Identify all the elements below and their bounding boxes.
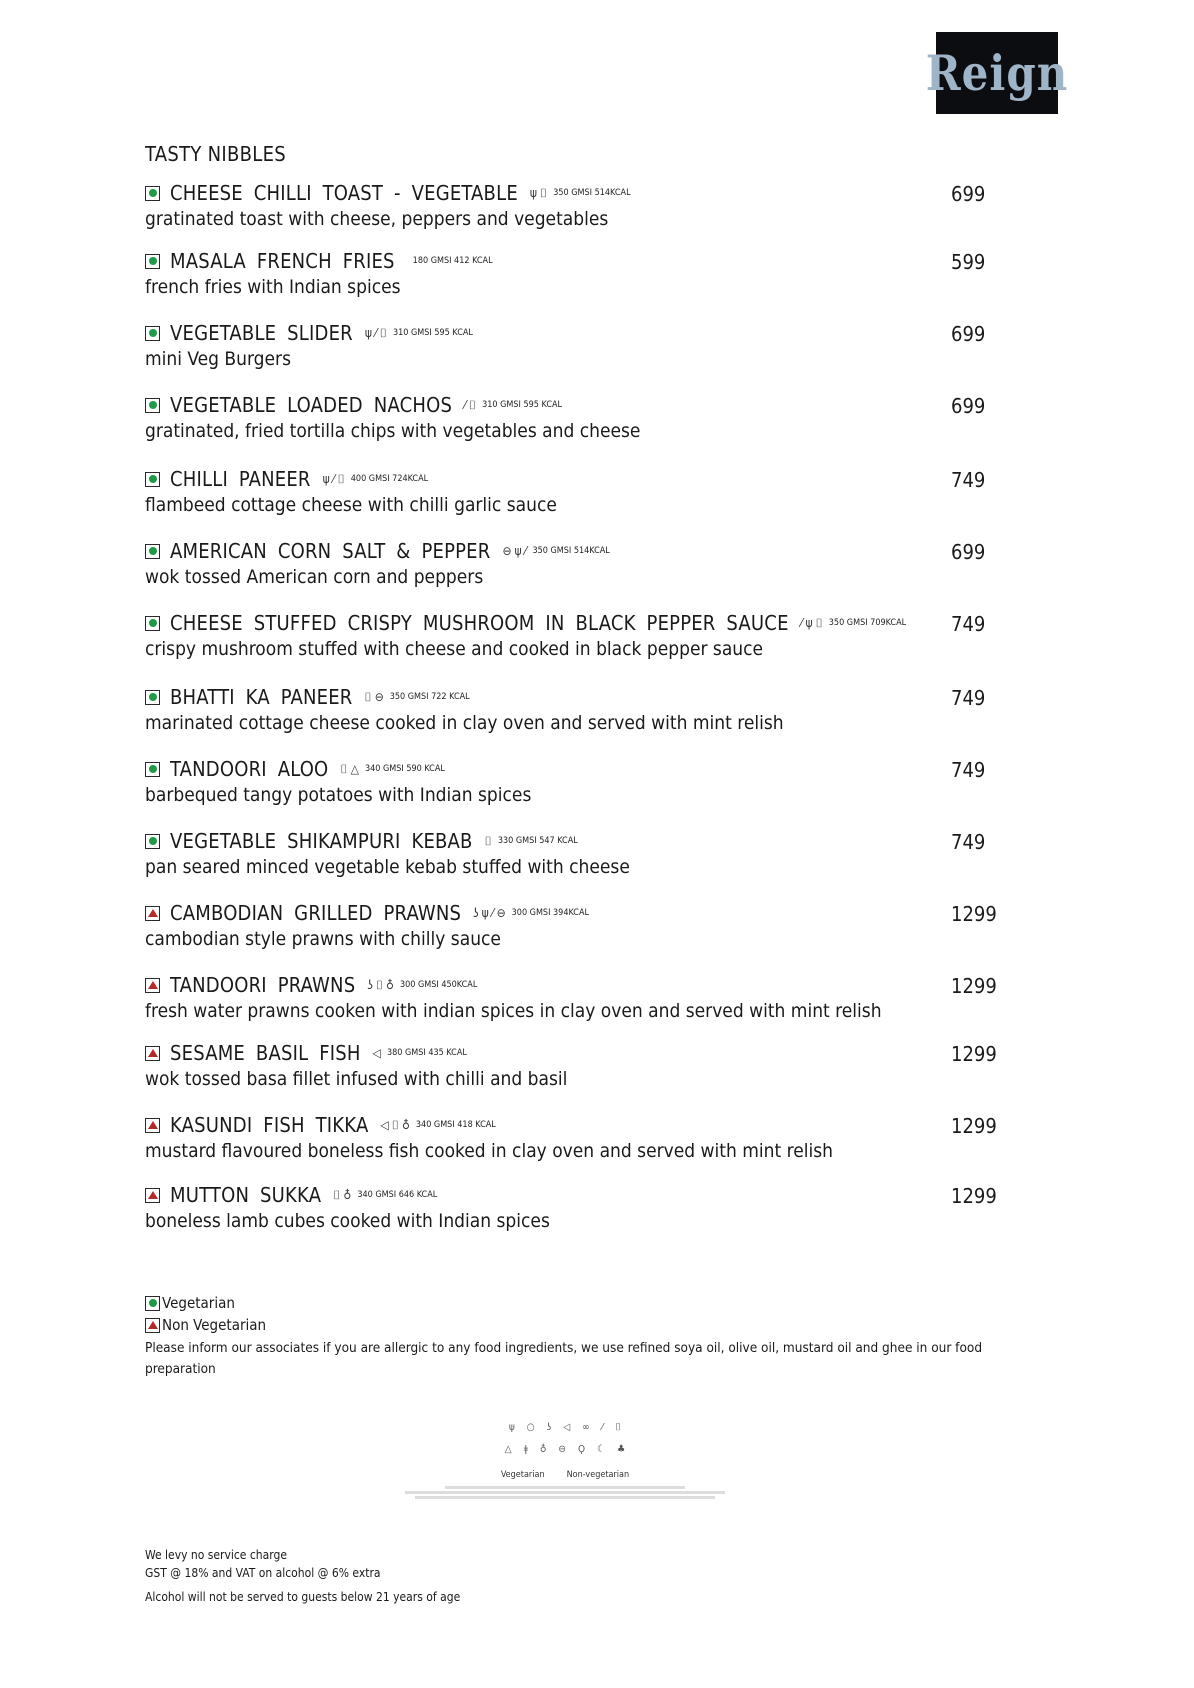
item-name: AMERICAN CORN SALT & PEPPER: [170, 539, 491, 563]
menu-item: [145, 248, 995, 298]
item-price: 699: [951, 182, 986, 206]
item-price: 699: [951, 322, 986, 346]
item-description: fresh water prawns cooken with indian spices in clay oven and served with mint relish: [145, 1000, 882, 1022]
legend-veg: [145, 1292, 266, 1314]
menu-item: [145, 610, 995, 660]
soy-icon: ⁄: [800, 616, 803, 630]
nonveg-icon: [145, 1118, 160, 1133]
allergen-icons: [485, 835, 492, 847]
item-price: 699: [951, 540, 986, 564]
item-price: 1299: [951, 902, 997, 926]
item-name: MASALA FRENCH FRIES: [170, 249, 395, 273]
item-description: mini Veg Burgers: [145, 348, 291, 370]
item-name: CHEESE STUFFED CRISPY MUSHROOM IN BLACK PEPPER SAUCE: [170, 611, 789, 635]
wheat-icon: ψ: [508, 1422, 515, 1433]
alcohol-note: Alcohol will not be served to guests below 21 years of age: [145, 1590, 461, 1604]
menu-item: [145, 180, 995, 230]
nuts-icon: △: [350, 762, 359, 776]
item-description: wok tossed American corn and peppers: [145, 566, 484, 588]
menu-item: [145, 392, 995, 442]
sesame-icon: ⊖: [374, 690, 384, 704]
sesame-icon: ⊖: [496, 906, 506, 920]
dairy-icon: ⌷: [364, 690, 372, 704]
item-price: 599: [951, 250, 986, 274]
item-description: cambodian style prawns with chilly sauce: [145, 928, 501, 950]
item-name: KASUNDI FISH TIKKA: [170, 1113, 369, 1137]
item-weight-calories: 350 GMSI 514KCAL: [553, 188, 631, 198]
legend-nonveg-label: Non Vegetarian: [162, 1316, 267, 1334]
veg-icon: [145, 1296, 160, 1311]
item-name: CAMBODIAN GRILLED PRAWNS: [170, 901, 462, 925]
veg-icon: [145, 690, 160, 705]
crustacean-icon: ʖ: [473, 906, 479, 920]
sesame-icon: ⊖: [502, 544, 512, 558]
item-description: crispy mushroom stuffed with cheese and cooked in black pepper sauce: [145, 638, 764, 660]
item-weight-calories: 350 GMSI 722 KCAL: [389, 692, 470, 702]
item-name: VEGETABLE LOADED NACHOS: [170, 393, 453, 417]
item-weight-calories: 340 GMSI 590 KCAL: [364, 764, 445, 774]
item-description: mustard flavoured boneless fish cooked in clay oven and served with mint relish: [145, 1140, 833, 1162]
item-name: TANDOORI ALOO: [170, 757, 329, 781]
veg-icon: [145, 398, 160, 413]
menu-item: [145, 538, 995, 588]
veg-icon: [145, 616, 160, 631]
menu-item: [145, 320, 995, 370]
allergen-icons: [502, 545, 526, 557]
mustard-icon: ♁: [386, 978, 394, 992]
egg-icon: ○: [526, 1422, 535, 1433]
item-name: VEGETABLE SHIKAMPURI KEBAB: [170, 829, 473, 853]
tax-note: GST @ 18% and VAT on alcohol @ 6% extra: [145, 1566, 381, 1580]
lupin-icon: ♣: [617, 1444, 626, 1455]
item-description: flambeed cottage cheese with chilli garlic sauce: [145, 494, 557, 516]
fish-icon: ◁: [380, 1118, 389, 1132]
item-price: 1299: [951, 1042, 997, 1066]
item-description: wok tossed basa fillet infused with chilli and basil: [145, 1068, 568, 1090]
item-price: 749: [951, 686, 986, 710]
allergen-icons: [323, 473, 345, 485]
dairy-icon: ⌷: [815, 616, 823, 630]
item-name: MUTTON SUKKA: [170, 1183, 322, 1207]
menu-item: [145, 1112, 995, 1162]
legend-nonveg: [145, 1314, 266, 1336]
item-weight-calories: 330 GMSI 547 KCAL: [497, 836, 578, 846]
service-charge-note: We levy no service charge: [145, 1548, 287, 1562]
dairy-icon: ⌷: [468, 398, 477, 412]
item-weight-calories: 300 GMSI 394KCAL: [511, 908, 589, 918]
item-description: pan seared minced vegetable kebab stuffed with cheese: [145, 856, 630, 878]
diet-legend: [145, 1292, 266, 1336]
item-description: gratinated, fried tortilla chips with vegetables and cheese: [145, 420, 641, 442]
item-name: BHATTI KA PANEER: [170, 685, 353, 709]
wheat-icon: ψ: [805, 616, 813, 630]
wheat-icon: ψ: [514, 544, 522, 558]
item-weight-calories: 350 GMSI 709KCAL: [828, 618, 907, 628]
allergen-icons: [801, 617, 823, 629]
item-weight-calories: 400 GMSI 724KCAL: [350, 474, 429, 484]
item-description: marinated cottage cheese cooked in clay oven and served with mint relish: [145, 712, 784, 734]
item-weight-calories: 180 GMSI 412 KCAL: [412, 256, 493, 266]
dairy-icon: ⌷: [337, 472, 345, 486]
soy-icon: ⁄: [491, 906, 494, 920]
item-price: 749: [951, 468, 986, 492]
nonveg-icon: [145, 906, 160, 921]
allergen-icons: [340, 763, 359, 775]
legend-veg-label: Vegetarian: [162, 1294, 235, 1312]
allergen-icons: [373, 1047, 381, 1059]
menu-item: [145, 684, 995, 734]
mini-fine-print: [405, 1486, 725, 1499]
soy-icon: ⁄: [464, 398, 466, 412]
peanut-icon: ∞: [582, 1422, 590, 1433]
item-name: CHEESE CHILLI TOAST - VEGETABLE: [170, 181, 518, 205]
item-weight-calories: 300 GMSI 450KCAL: [399, 980, 478, 990]
allergen-icons: [530, 187, 547, 199]
menu-item: [145, 828, 995, 878]
item-weight-calories: 380 GMSI 435 KCAL: [386, 1048, 467, 1058]
item-weight-calories: 350 GMSI 514KCAL: [532, 546, 610, 556]
item-name: CHILLI PANEER: [170, 467, 311, 491]
soy-icon: ⁄: [601, 1422, 604, 1433]
item-name: VEGETABLE SLIDER: [170, 321, 353, 345]
item-description: gratinated toast with cheese, peppers and vegetables: [145, 208, 609, 230]
allergen-icons: [333, 1189, 351, 1201]
veg-icon: [145, 326, 160, 341]
allergen-icons: [365, 327, 387, 339]
nonveg-icon: [145, 1318, 160, 1333]
sesame-icon: ⊖: [558, 1444, 566, 1455]
item-description: boneless lamb cubes cooked with Indian spices: [145, 1210, 550, 1232]
nonveg-icon: [145, 1046, 160, 1061]
sulphite-icon: Ϙ: [577, 1444, 586, 1455]
fish-icon: ◁: [372, 1046, 381, 1060]
dairy-icon: ⌷: [484, 834, 492, 848]
item-description: french fries with Indian spices: [145, 276, 401, 298]
menu-item: [145, 1182, 995, 1232]
crustacean-icon: ʖ: [367, 978, 373, 992]
nuts-icon: △: [504, 1444, 512, 1455]
allergen-icons: [365, 691, 384, 703]
menu-item: [145, 466, 995, 516]
veg-icon: [145, 544, 160, 559]
menu-item: [145, 1040, 995, 1090]
crustacean-icon: ʖ: [546, 1422, 552, 1433]
veg-icon: [145, 834, 160, 849]
mini-legend-nonveg: Non-vegetarian: [566, 1470, 630, 1480]
celery-icon: ǂ: [523, 1444, 528, 1455]
allergen-icons: [367, 979, 394, 991]
allergen-key-image: [405, 1422, 725, 1512]
veg-icon: [145, 472, 160, 487]
dairy-icon: ⌷: [333, 1188, 341, 1202]
dairy-icon: ⌷: [379, 326, 387, 340]
item-price: 1299: [951, 974, 997, 998]
allergen-icons-row-1: [405, 1422, 725, 1444]
item-price: 1299: [951, 1184, 997, 1208]
soy-icon: ⁄: [332, 472, 335, 486]
menu-item: [145, 756, 995, 806]
item-price: 749: [951, 830, 986, 854]
fish-icon: ◁: [563, 1422, 571, 1433]
wheat-icon: ψ: [322, 472, 330, 486]
wheat-icon: ψ: [481, 906, 489, 920]
veg-icon: [145, 186, 160, 201]
dairy-icon: ⌷: [540, 186, 548, 200]
wheat-icon: ψ: [529, 186, 538, 200]
allergen-icons: [464, 399, 476, 411]
mini-legend-veg: Vegetarian: [500, 1470, 545, 1480]
veg-icon: [145, 762, 160, 777]
mustard-icon: ♁: [343, 1188, 352, 1202]
nonveg-icon: [145, 978, 160, 993]
item-weight-calories: 340 GMSI 418 KCAL: [415, 1120, 496, 1130]
allergen-icons: [380, 1119, 409, 1131]
dairy-icon: ⌷: [340, 762, 348, 776]
soy-icon: ⁄: [524, 544, 527, 558]
dairy-icon: ⌷: [375, 978, 384, 992]
allergy-note: Please inform our associates if you are allergic to any food ingredients, we use refined soya oil, olive oil, mustard oil and ghee in our food preparation: [145, 1340, 983, 1377]
item-description: barbequed tangy potatoes with Indian spices: [145, 784, 532, 806]
veg-icon: [145, 254, 160, 269]
menu-item: [145, 972, 995, 1022]
nonveg-icon: [145, 1188, 160, 1203]
mollusc-icon: ☾: [597, 1444, 606, 1455]
item-price: 1299: [951, 1114, 997, 1138]
allergen-icons-row-2: [405, 1444, 725, 1466]
soy-icon: ⁄: [374, 326, 377, 340]
dairy-icon: ⌷: [391, 1118, 399, 1132]
item-name: SESAME BASIL FISH: [170, 1041, 361, 1065]
item-weight-calories: 340 GMSI 646 KCAL: [357, 1190, 438, 1200]
item-weight-calories: 310 GMSI 595 KCAL: [482, 400, 563, 410]
item-price: 749: [951, 758, 986, 782]
wheat-icon: ψ: [364, 326, 372, 340]
reign-logo: [925, 32, 1069, 114]
mini-legend: [405, 1470, 725, 1480]
item-weight-calories: 310 GMSI 595 KCAL: [392, 328, 473, 338]
mustard-icon: ♁: [401, 1118, 410, 1132]
item-price: 749: [951, 612, 986, 636]
menu-item: [145, 900, 995, 950]
section-title: TASTY NIBBLES: [145, 142, 287, 166]
mustard-icon: ♁: [539, 1444, 547, 1455]
dairy-icon: ⌷: [615, 1422, 622, 1433]
brand-name: Reign: [925, 44, 1069, 102]
allergen-icons: [473, 907, 506, 919]
item-name: TANDOORI PRAWNS: [170, 973, 356, 997]
item-price: 699: [951, 394, 986, 418]
